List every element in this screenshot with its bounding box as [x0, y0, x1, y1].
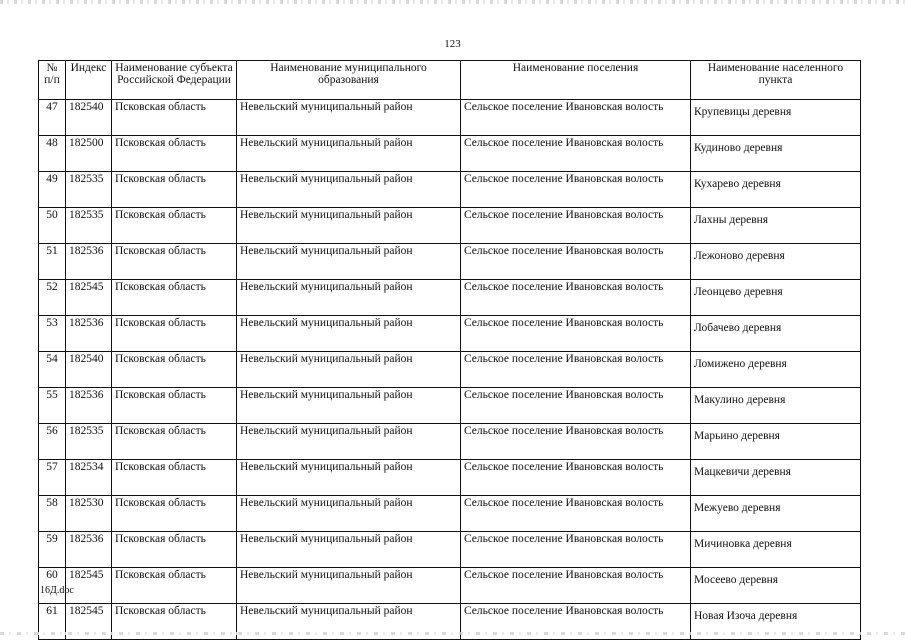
cell-subject: Псковская область [112, 352, 237, 388]
cell-index: 182536 [66, 244, 112, 280]
table-row [39, 496, 861, 532]
table-row [39, 100, 861, 136]
cell-municipality: Невельский муниципальный район [237, 244, 461, 280]
header-subject: Наименование субъекта Российской Федерации [112, 61, 237, 100]
cell-settlement: Сельское поселение Ивановская волость [461, 496, 691, 532]
table-row [39, 568, 861, 604]
cell-settlement: Сельское поселение Ивановская волость [461, 280, 691, 316]
cell-index: 182534 [66, 460, 112, 496]
cell-num: 54 [39, 352, 66, 388]
cell-locality: Крупевицы деревня [691, 100, 861, 136]
cell-locality: Леонцево деревня [691, 280, 861, 316]
cell-municipality: Невельский муниципальный район [237, 208, 461, 244]
cell-index: 182535 [66, 208, 112, 244]
locality-table [38, 60, 861, 640]
cell-subject: Псковская область [112, 424, 237, 460]
table-body [39, 100, 861, 640]
header-locality: Наименование населенного пункта [691, 61, 861, 100]
page-number: 123 [444, 38, 461, 50]
cell-num: 60 [39, 568, 66, 604]
cell-subject: Псковская область [112, 496, 237, 532]
cell-settlement: Сельское поселение Ивановская волость [461, 172, 691, 208]
cell-index: 182545 [66, 280, 112, 316]
cell-subject: Псковская область [112, 100, 237, 136]
cell-num: 48 [39, 136, 66, 172]
cell-index: 182545 [66, 604, 112, 640]
cell-index: 182540 [66, 352, 112, 388]
table-row [39, 172, 861, 208]
cell-settlement: Сельское поселение Ивановская волость [461, 352, 691, 388]
table-row [39, 244, 861, 280]
cell-locality: Лобачево деревня [691, 316, 861, 352]
cell-subject: Псковская область [112, 316, 237, 352]
cell-settlement: Сельское поселение Ивановская волость [461, 208, 691, 244]
table-row [39, 388, 861, 424]
header-num: № п/п [39, 61, 66, 100]
cell-subject: Псковская область [112, 568, 237, 604]
cell-index: 182535 [66, 172, 112, 208]
cell-locality: Кухарево деревня [691, 172, 861, 208]
cell-municipality: Невельский муниципальный район [237, 136, 461, 172]
cell-index: 182536 [66, 316, 112, 352]
cell-index: 182545 [66, 568, 112, 604]
cell-subject: Псковская область [112, 532, 237, 568]
cell-locality: Макулино деревня [691, 388, 861, 424]
cell-locality: Лежоново деревня [691, 244, 861, 280]
cell-settlement: Сельское поселение Ивановская волость [461, 136, 691, 172]
cell-settlement: Сельское поселение Ивановская волость [461, 568, 691, 604]
table-row [39, 136, 861, 172]
scan-edge-top [0, 0, 905, 4]
table-header-row [39, 61, 861, 100]
table-row [39, 460, 861, 496]
cell-locality: Мацкевичи деревня [691, 460, 861, 496]
cell-num: 52 [39, 280, 66, 316]
table-row [39, 532, 861, 568]
cell-index: 182536 [66, 532, 112, 568]
footer-file-name: 16Д.doc [40, 585, 74, 596]
cell-subject: Псковская область [112, 388, 237, 424]
cell-municipality: Невельский муниципальный район [237, 172, 461, 208]
cell-municipality: Невельский муниципальный район [237, 532, 461, 568]
cell-municipality: Невельский муниципальный район [237, 424, 461, 460]
cell-locality: Новая Изоча деревня [691, 604, 861, 640]
cell-settlement: Сельское поселение Ивановская волость [461, 244, 691, 280]
cell-settlement: Сельское поселение Ивановская волость [461, 604, 691, 640]
cell-index: 182535 [66, 424, 112, 460]
scan-edge-bottom [0, 632, 905, 635]
cell-num: 55 [39, 388, 66, 424]
cell-num: 53 [39, 316, 66, 352]
cell-locality: Мичиновка деревня [691, 532, 861, 568]
cell-locality: Марьино деревня [691, 424, 861, 460]
cell-municipality: Невельский муниципальный район [237, 352, 461, 388]
cell-subject: Псковская область [112, 460, 237, 496]
cell-locality: Кудиново деревня [691, 136, 861, 172]
cell-settlement: Сельское поселение Ивановская волость [461, 460, 691, 496]
cell-municipality: Невельский муниципальный район [237, 568, 461, 604]
header-municipality: Наименование муниципального образования [237, 61, 461, 100]
cell-num: 50 [39, 208, 66, 244]
cell-num: 61 [39, 604, 66, 640]
cell-subject: Псковская область [112, 208, 237, 244]
cell-subject: Псковская область [112, 280, 237, 316]
cell-municipality: Невельский муниципальный район [237, 388, 461, 424]
table-row [39, 424, 861, 460]
header-index: Индекс [66, 61, 112, 100]
cell-locality: Ломижено деревня [691, 352, 861, 388]
cell-num: 51 [39, 244, 66, 280]
cell-subject: Псковская область [112, 172, 237, 208]
cell-municipality: Невельский муниципальный район [237, 280, 461, 316]
cell-subject: Псковская область [112, 136, 237, 172]
cell-index: 182536 [66, 388, 112, 424]
cell-index: 182530 [66, 496, 112, 532]
table-row [39, 208, 861, 244]
cell-index: 182500 [66, 136, 112, 172]
cell-num: 57 [39, 460, 66, 496]
cell-num: 58 [39, 496, 66, 532]
cell-num: 47 [39, 100, 66, 136]
cell-municipality: Невельский муниципальный район [237, 316, 461, 352]
cell-subject: Псковская область [112, 244, 237, 280]
cell-num: 49 [39, 172, 66, 208]
table-row [39, 352, 861, 388]
cell-locality: Лахны деревня [691, 208, 861, 244]
cell-settlement: Сельское поселение Ивановская волость [461, 100, 691, 136]
cell-locality: Межуево деревня [691, 496, 861, 532]
cell-municipality: Невельский муниципальный район [237, 496, 461, 532]
cell-locality: Мосеево деревня [691, 568, 861, 604]
cell-settlement: Сельское поселение Ивановская волость [461, 424, 691, 460]
cell-index: 182540 [66, 100, 112, 136]
cell-subject: Псковская область [112, 604, 237, 640]
cell-municipality: Невельский муниципальный район [237, 604, 461, 640]
cell-num: 59 [39, 532, 66, 568]
header-settlement: Наименование поселения [461, 61, 691, 100]
cell-settlement: Сельское поселение Ивановская волость [461, 532, 691, 568]
cell-municipality: Невельский муниципальный район [237, 100, 461, 136]
cell-settlement: Сельское поселение Ивановская волость [461, 388, 691, 424]
cell-municipality: Невельский муниципальный район [237, 460, 461, 496]
cell-num: 56 [39, 424, 66, 460]
cell-settlement: Сельское поселение Ивановская волость [461, 316, 691, 352]
table-row [39, 316, 861, 352]
table-row [39, 280, 861, 316]
